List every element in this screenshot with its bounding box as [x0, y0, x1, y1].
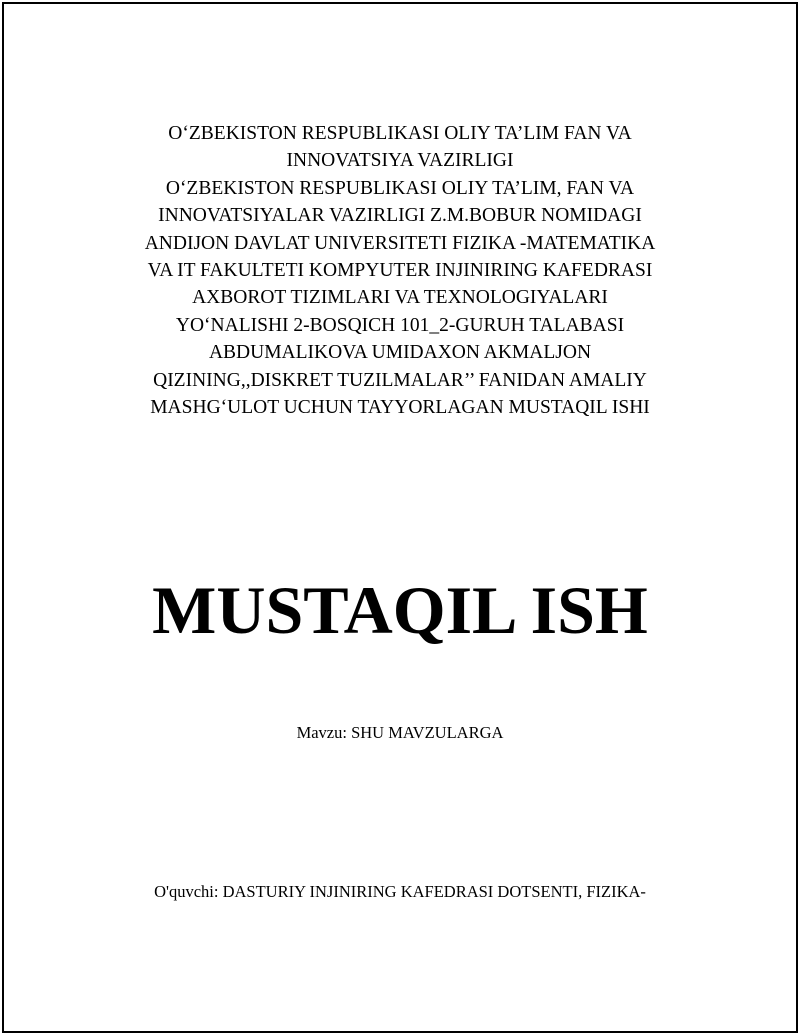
header-line: ABDUMALIKOVA UMIDAXON AKMALJON: [208, 342, 592, 364]
header-line: MASHG‘ULOT UCHUN TAYYORLAGAN MUSTAQIL ISHI: [150, 397, 650, 419]
header-line: VA IT FAKULTETI KOMPYUTER INJINIRING KAFEDRASI: [147, 260, 653, 282]
header-line: O‘ZBEKISTON RESPUBLIKASI OLIY TA’LIM, FAN VA: [165, 177, 635, 199]
header-line: ANDIJON DAVLAT UNIVERSITETI FIZIKA -MATEMATIKA: [144, 232, 656, 254]
institution-header: [100, 120, 700, 421]
header-line: INNOVATSIYALAR VAZIRLIGI Z.M.BOBUR NOMIDAGI: [158, 205, 642, 227]
header-line: AXBOROT TIZIMLARI VA TEXNOLOGIYALARI: [192, 287, 608, 309]
header-line: O‘ZBEKISTON RESPUBLIKASI OLIY TA’LIM FAN VA: [168, 123, 632, 144]
teacher-line: O'quvchi: DASTURIY INJINIRING KAFEDRASI DOTSENTI, FIZIKA-: [154, 882, 646, 901]
header-line: INNOVATSIYA VAZIRLIGI: [286, 150, 514, 172]
topic-line: Mavzu: SHU MAVZULARGA: [296, 723, 504, 742]
header-line: QIZINING,,DISKRET TUZILMALAR’’ FANIDAN AMALIY: [153, 369, 647, 391]
document-title: MUSTAQIL ISH: [152, 572, 648, 648]
header-line: YO‘NALISHI 2-BOSQICH 101_2-GURUH TALABASI: [175, 314, 625, 336]
